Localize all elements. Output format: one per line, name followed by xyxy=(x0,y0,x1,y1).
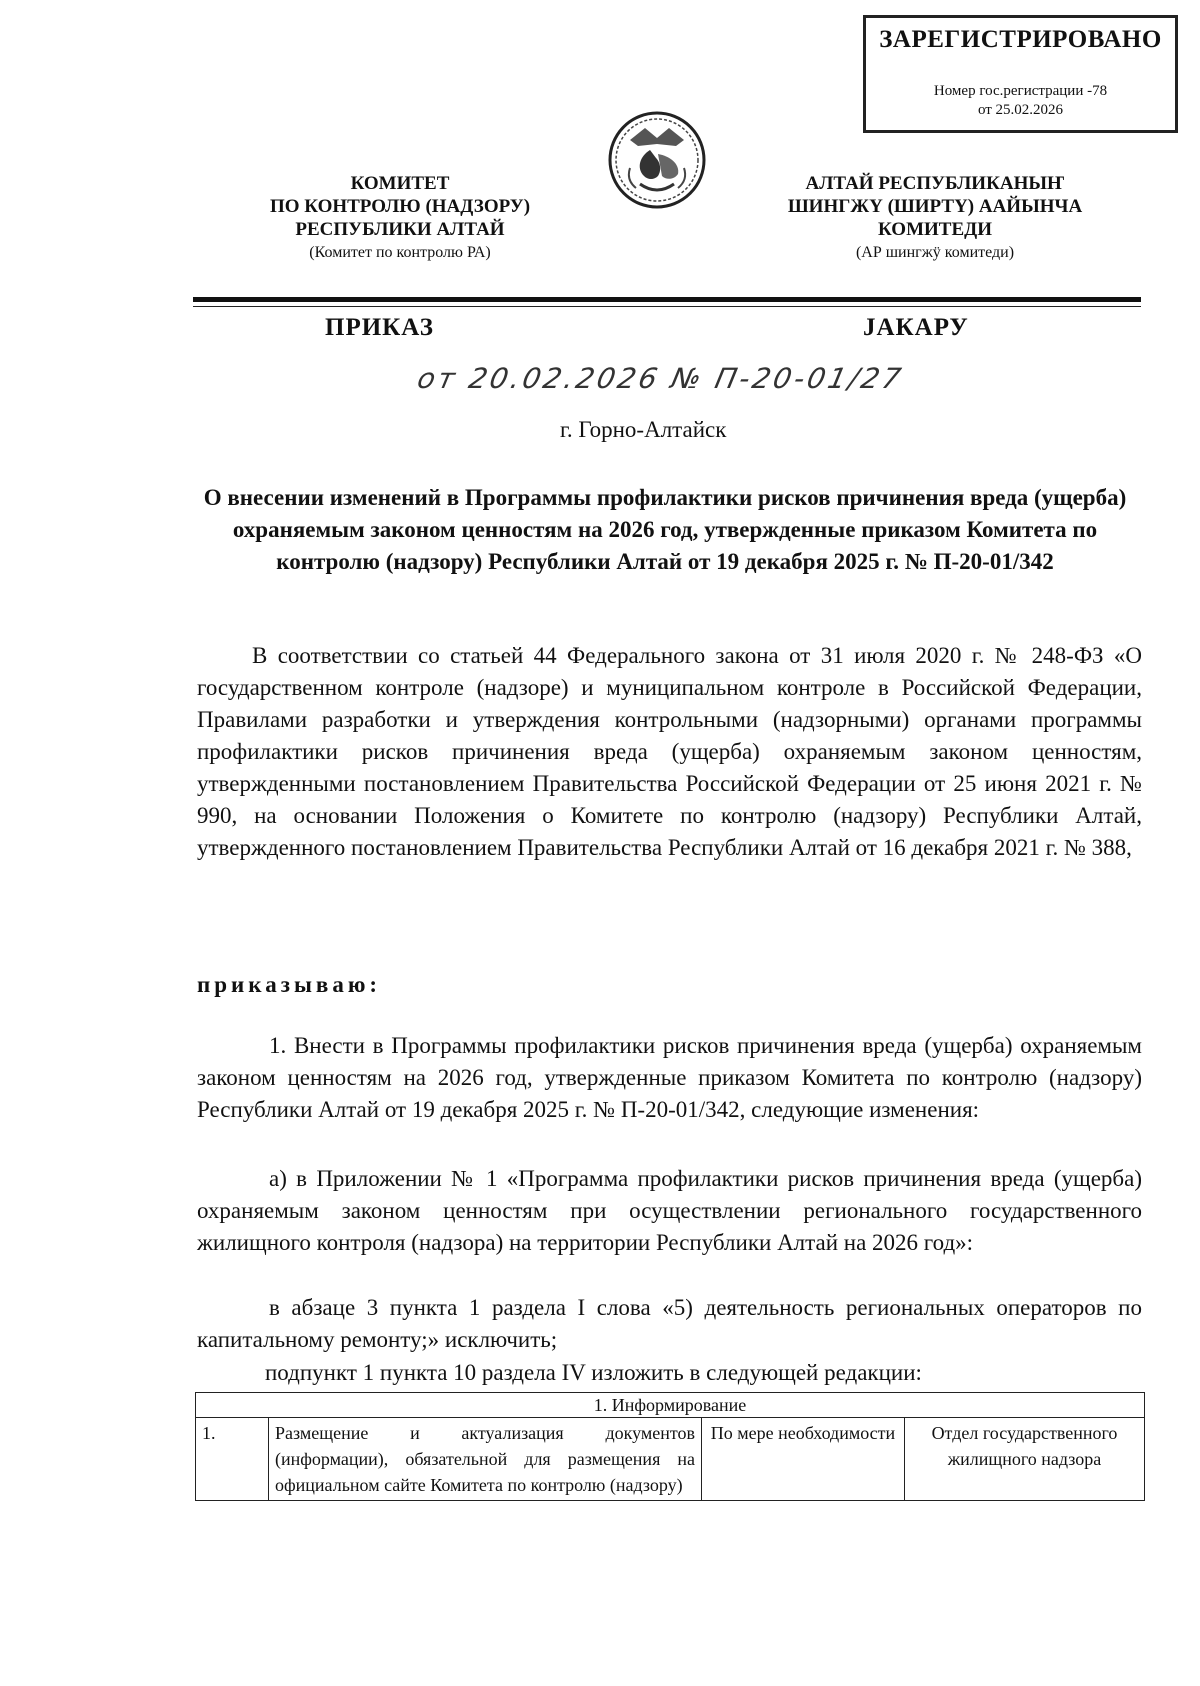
city: г. Горно-Алтайск xyxy=(560,417,727,442)
table-cell-activity: Размещение и актуализация документов (информации), обязательной для размещения на официальном сайте Комитета по контролю (надзору) xyxy=(269,1418,702,1501)
header-alt xyxy=(760,172,1110,264)
order-word: приказываю: xyxy=(197,972,382,997)
header-alt-line2: ШИНГЖҮ (ШИРТҮ) ААЙЫНЧА xyxy=(787,196,1083,217)
header-ru-short: (Комитет по контролю РА) xyxy=(309,244,491,261)
header-ru-line3: РЕСПУБЛИКИ АЛТАЙ xyxy=(295,219,505,240)
table-section-row xyxy=(196,1393,1145,1418)
doc-type-alt: ЈАКАРУ xyxy=(863,314,969,341)
stamp-title: ЗАРЕГИСТРИРОВАНО xyxy=(879,26,1162,53)
header-alt-short: (АР шингжӱ комитеди) xyxy=(855,244,1015,261)
item-1a-paragraph: а) в Приложении № 1 «Программа профилактики рисков причинения вреда (ущерба) охраняемым законом ценностям при осуществлении регионального государственного жилищного контроля (надзора) на территории Республики Алтай на 2026 год»: xyxy=(197,1166,1142,1255)
altai-republic-emblem-icon xyxy=(600,110,714,210)
doc-type-ru: ПРИКАЗ xyxy=(325,314,434,341)
header-ru xyxy=(230,172,570,264)
header-alt-line1: АЛТАЙ РЕСПУБЛИКАНЫҤ xyxy=(805,173,1065,194)
item-1-paragraph: 1. Внести в Программы профилактики рисков причинения вреда (ущерба) охраняемым законом ценностям на 2026 год, утвержденные приказом Комитета по контролю (надзору) Республики Алтай от 19 декабря 2025 г. № П-20-01/342, следующие изменения: xyxy=(197,1033,1142,1122)
item-1a-point-1: в абзаце 3 пункта 1 раздела I слова «5) деятельность региональных операторов по капитальному ремонту;» исключить; xyxy=(197,1295,1142,1352)
item-1a-point-2: подпункт 1 пункта 10 раздела IV изложить в следующей редакции: xyxy=(265,1360,922,1385)
table-cell-num: 1. xyxy=(196,1418,269,1501)
table-cell-responsible: Отдел государственного жилищного надзора xyxy=(905,1418,1145,1501)
activities-table xyxy=(195,1392,1145,1501)
table-cell-period: По мере необходимости xyxy=(702,1418,905,1501)
header-ru-line1: КОМИТЕТ xyxy=(350,173,450,194)
stamp-reg-date: от 25.02.2026 xyxy=(977,102,1064,118)
table-row xyxy=(196,1418,1145,1501)
header-divider-thin xyxy=(193,306,1141,307)
registration-stamp xyxy=(863,15,1178,133)
header-alt-line3: КОМИТЕДИ xyxy=(878,219,992,240)
header-divider-thick xyxy=(193,297,1141,302)
stamp-reg-number: Номер гос.регистрации -78 xyxy=(933,83,1108,99)
preamble-paragraph: В соответствии со статьей 44 Федерального закона от 31 июля 2020 г. № 248-ФЗ «О государственном контроле (надзоре) и муниципальном контроле в Российской Федерации, Правилами разработки и утверждения контрольными (надзорными) органами программы профилактики рисков причинения вреда (ущерба) охраняемым законом ценностям, утвержденными постановлением Правительства Российской Федерации от 25 июня 2021 г. № 990, на основании Положения о Комитете по контролю (надзору) Республики Алтай, утвержденного постановлением Правительства Республики Алтай от 16 декабря 2021 г. № 388, xyxy=(197,643,1142,860)
header-ru-line2: ПО КОНТРОЛЮ (НАДЗОРУ) xyxy=(269,196,531,217)
handwritten-date-number: от 20.02.2026 № П-20-01/27 xyxy=(414,362,907,395)
document-title: О внесении изменений в Программы профилактики рисков причинения вреда (ущерба) охраняемым законом ценностям на 2026 год, утвержденные приказом Комитета по контролю (надзору) Республики Алтай от 19 декабря 2025 г. № П-20-01/342 xyxy=(203,485,1127,574)
table-section-title: 1. Информирование xyxy=(196,1393,1145,1418)
